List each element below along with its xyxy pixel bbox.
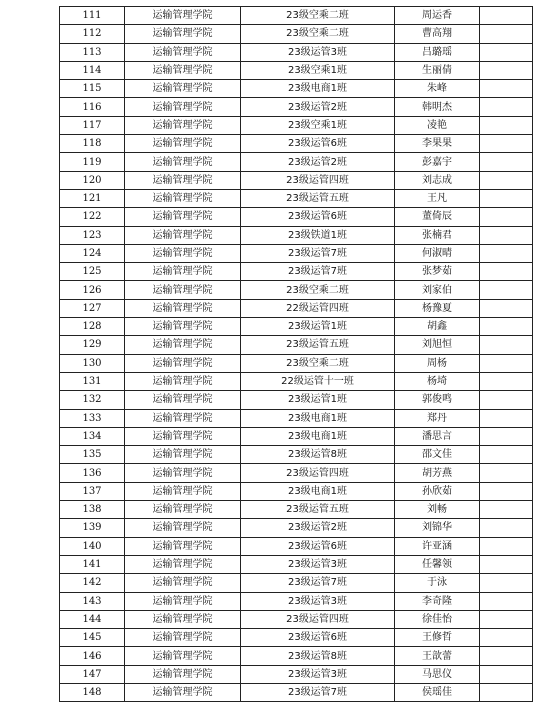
- college-cell: 运输管理学院: [125, 610, 241, 628]
- class-cell: 23级运管五班: [241, 189, 395, 207]
- class-cell: 23级运管8班: [241, 446, 395, 464]
- college-cell: 运输管理学院: [125, 427, 241, 445]
- empty-cell: [480, 318, 533, 336]
- row-number-cell: 143: [60, 592, 125, 610]
- college-cell: 运输管理学院: [125, 226, 241, 244]
- student-name-cell: 吕璐瑶: [395, 43, 480, 61]
- row-number-cell: 142: [60, 574, 125, 592]
- row-number-cell: 141: [60, 555, 125, 573]
- roster-table-body: [60, 7, 533, 702]
- college-cell: 运输管理学院: [125, 372, 241, 390]
- row-number-cell: 120: [60, 171, 125, 189]
- class-cell: 23级空乘二班: [241, 354, 395, 372]
- college-cell: 运输管理学院: [125, 98, 241, 116]
- student-name-cell: 生丽倩: [395, 61, 480, 79]
- table-row: [60, 537, 533, 555]
- table-row: [60, 318, 533, 336]
- table-row: [60, 482, 533, 500]
- row-number-cell: 130: [60, 354, 125, 372]
- empty-cell: [480, 171, 533, 189]
- student-name-cell: 刘家伯: [395, 281, 480, 299]
- college-cell: 运输管理学院: [125, 519, 241, 537]
- row-number-cell: 129: [60, 336, 125, 354]
- student-name-cell: 周运香: [395, 7, 480, 25]
- empty-cell: [480, 519, 533, 537]
- table-row: [60, 446, 533, 464]
- empty-cell: [480, 555, 533, 573]
- student-name-cell: 孙欣茹: [395, 482, 480, 500]
- empty-cell: [480, 336, 533, 354]
- student-name-cell: 任馨领: [395, 555, 480, 573]
- class-cell: 23级运管6班: [241, 629, 395, 647]
- table-row: [60, 171, 533, 189]
- class-cell: 23级运管五班: [241, 336, 395, 354]
- row-number-cell: 125: [60, 263, 125, 281]
- table-row: [60, 574, 533, 592]
- row-number-cell: 117: [60, 116, 125, 134]
- college-cell: 运输管理学院: [125, 25, 241, 43]
- college-cell: 运输管理学院: [125, 189, 241, 207]
- table-row: [60, 683, 533, 701]
- row-number-cell: 115: [60, 80, 125, 98]
- empty-cell: [480, 409, 533, 427]
- table-row: [60, 372, 533, 390]
- college-cell: 运输管理学院: [125, 244, 241, 262]
- college-cell: 运输管理学院: [125, 171, 241, 189]
- row-number-cell: 139: [60, 519, 125, 537]
- table-row: [60, 263, 533, 281]
- college-cell: 运输管理学院: [125, 61, 241, 79]
- table-row: [60, 610, 533, 628]
- college-cell: 运输管理学院: [125, 501, 241, 519]
- row-number-cell: 132: [60, 391, 125, 409]
- row-number-cell: 137: [60, 482, 125, 500]
- row-number-cell: 145: [60, 629, 125, 647]
- student-name-cell: 马思仪: [395, 665, 480, 683]
- row-number-cell: 124: [60, 244, 125, 262]
- table-row: [60, 25, 533, 43]
- empty-cell: [480, 501, 533, 519]
- student-name-cell: 曹高翔: [395, 25, 480, 43]
- class-cell: 23级运管7班: [241, 683, 395, 701]
- college-cell: 运输管理学院: [125, 537, 241, 555]
- empty-cell: [480, 574, 533, 592]
- class-cell: 23级电商1班: [241, 482, 395, 500]
- college-cell: 运输管理学院: [125, 409, 241, 427]
- table-row: [60, 61, 533, 79]
- class-cell: 23级运管五班: [241, 501, 395, 519]
- student-name-cell: 董倚辰: [395, 208, 480, 226]
- empty-cell: [480, 391, 533, 409]
- empty-cell: [480, 80, 533, 98]
- row-number-cell: 134: [60, 427, 125, 445]
- student-name-cell: 王修哲: [395, 629, 480, 647]
- table-row: [60, 98, 533, 116]
- table-row: [60, 244, 533, 262]
- class-cell: 23级运管6班: [241, 537, 395, 555]
- student-name-cell: 韩明杰: [395, 98, 480, 116]
- table-row: [60, 226, 533, 244]
- college-cell: 运输管理学院: [125, 482, 241, 500]
- row-number-cell: 133: [60, 409, 125, 427]
- class-cell: 23级运管3班: [241, 592, 395, 610]
- row-number-cell: 131: [60, 372, 125, 390]
- class-cell: 23级运管四班: [241, 171, 395, 189]
- class-cell: 23级运管6班: [241, 135, 395, 153]
- student-name-cell: 于泳: [395, 574, 480, 592]
- row-number-cell: 135: [60, 446, 125, 464]
- row-number-cell: 126: [60, 281, 125, 299]
- student-name-cell: 王歆蕾: [395, 647, 480, 665]
- empty-cell: [480, 61, 533, 79]
- student-name-cell: 邵文佳: [395, 446, 480, 464]
- college-cell: 运输管理学院: [125, 574, 241, 592]
- college-cell: 运输管理学院: [125, 629, 241, 647]
- empty-cell: [480, 7, 533, 25]
- student-name-cell: 侯瑶佳: [395, 683, 480, 701]
- table-row: [60, 592, 533, 610]
- row-number-cell: 144: [60, 610, 125, 628]
- table-row: [60, 116, 533, 134]
- empty-cell: [480, 43, 533, 61]
- row-number-cell: 116: [60, 98, 125, 116]
- row-number-cell: 123: [60, 226, 125, 244]
- class-cell: 23级空乘1班: [241, 61, 395, 79]
- table-row: [60, 647, 533, 665]
- table-row: [60, 391, 533, 409]
- empty-cell: [480, 354, 533, 372]
- student-name-cell: 杨豫夏: [395, 299, 480, 317]
- student-name-cell: 刘志成: [395, 171, 480, 189]
- empty-cell: [480, 281, 533, 299]
- row-number-cell: 146: [60, 647, 125, 665]
- row-number-cell: 147: [60, 665, 125, 683]
- student-name-cell: 李奇隆: [395, 592, 480, 610]
- empty-cell: [480, 189, 533, 207]
- class-cell: 23级电商1班: [241, 409, 395, 427]
- row-number-cell: 111: [60, 7, 125, 25]
- student-name-cell: 刘锦华: [395, 519, 480, 537]
- table-row: [60, 629, 533, 647]
- table-row: [60, 208, 533, 226]
- college-cell: 运输管理学院: [125, 7, 241, 25]
- row-number-cell: 121: [60, 189, 125, 207]
- empty-cell: [480, 427, 533, 445]
- row-number-cell: 113: [60, 43, 125, 61]
- table-row: [60, 354, 533, 372]
- row-number-cell: 136: [60, 464, 125, 482]
- student-name-cell: 李果果: [395, 135, 480, 153]
- college-cell: 运输管理学院: [125, 208, 241, 226]
- student-name-cell: 彭嘉宇: [395, 153, 480, 171]
- college-cell: 运输管理学院: [125, 299, 241, 317]
- class-cell: 23级运管3班: [241, 43, 395, 61]
- empty-cell: [480, 482, 533, 500]
- college-cell: 运输管理学院: [125, 354, 241, 372]
- class-cell: 23级运管3班: [241, 665, 395, 683]
- table-row: [60, 336, 533, 354]
- class-cell: 23级运管2班: [241, 519, 395, 537]
- table-row: [60, 189, 533, 207]
- row-number-cell: 138: [60, 501, 125, 519]
- class-cell: 23级电商1班: [241, 80, 395, 98]
- class-cell: 23级铁道1班: [241, 226, 395, 244]
- college-cell: 运输管理学院: [125, 281, 241, 299]
- table-row: [60, 299, 533, 317]
- college-cell: 运输管理学院: [125, 555, 241, 573]
- college-cell: 运输管理学院: [125, 116, 241, 134]
- empty-cell: [480, 25, 533, 43]
- student-name-cell: 朱峰: [395, 80, 480, 98]
- college-cell: 运输管理学院: [125, 391, 241, 409]
- table-row: [60, 501, 533, 519]
- row-number-cell: 127: [60, 299, 125, 317]
- row-number-cell: 122: [60, 208, 125, 226]
- table-row: [60, 43, 533, 61]
- table-row: [60, 427, 533, 445]
- class-cell: 23级运管2班: [241, 153, 395, 171]
- college-cell: 运输管理学院: [125, 263, 241, 281]
- row-number-cell: 128: [60, 318, 125, 336]
- class-cell: 22级运管四班: [241, 299, 395, 317]
- student-name-cell: 胡鑫: [395, 318, 480, 336]
- class-cell: 23级运管2班: [241, 98, 395, 116]
- table-row: [60, 665, 533, 683]
- empty-cell: [480, 116, 533, 134]
- college-cell: 运输管理学院: [125, 80, 241, 98]
- empty-cell: [480, 226, 533, 244]
- empty-cell: [480, 98, 533, 116]
- table-row: [60, 281, 533, 299]
- empty-cell: [480, 464, 533, 482]
- student-name-cell: 郭俊鸣: [395, 391, 480, 409]
- class-cell: 23级运管四班: [241, 610, 395, 628]
- empty-cell: [480, 610, 533, 628]
- empty-cell: [480, 446, 533, 464]
- empty-cell: [480, 263, 533, 281]
- student-name-cell: 凌艳: [395, 116, 480, 134]
- row-number-cell: 114: [60, 61, 125, 79]
- empty-cell: [480, 592, 533, 610]
- class-cell: 23级运管1班: [241, 391, 395, 409]
- class-cell: 23级电商1班: [241, 427, 395, 445]
- student-name-cell: 王凡: [395, 189, 480, 207]
- empty-cell: [480, 537, 533, 555]
- table-row: [60, 80, 533, 98]
- college-cell: 运输管理学院: [125, 336, 241, 354]
- student-name-cell: 何淑晴: [395, 244, 480, 262]
- class-cell: 23级运管7班: [241, 263, 395, 281]
- student-name-cell: 张梦茹: [395, 263, 480, 281]
- table-row: [60, 555, 533, 573]
- table-row: [60, 135, 533, 153]
- table-row: [60, 519, 533, 537]
- class-cell: 23级运管1班: [241, 318, 395, 336]
- class-cell: 23级空乘1班: [241, 116, 395, 134]
- empty-cell: [480, 299, 533, 317]
- class-cell: 23级空乘二班: [241, 7, 395, 25]
- class-cell: 23级运管6班: [241, 208, 395, 226]
- college-cell: 运输管理学院: [125, 446, 241, 464]
- empty-cell: [480, 683, 533, 701]
- college-cell: 运输管理学院: [125, 683, 241, 701]
- class-cell: 23级运管四班: [241, 464, 395, 482]
- row-number-cell: 119: [60, 153, 125, 171]
- student-name-cell: 刘畅: [395, 501, 480, 519]
- class-cell: 23级空乘二班: [241, 281, 395, 299]
- class-cell: 23级空乘二班: [241, 25, 395, 43]
- college-cell: 运输管理学院: [125, 464, 241, 482]
- row-number-cell: 148: [60, 683, 125, 701]
- student-name-cell: 张楠君: [395, 226, 480, 244]
- table-row: [60, 464, 533, 482]
- class-cell: 22级运管十一班: [241, 372, 395, 390]
- table-row: [60, 153, 533, 171]
- table-row: [60, 7, 533, 25]
- row-number-cell: 112: [60, 25, 125, 43]
- roster-table: [59, 6, 533, 702]
- empty-cell: [480, 244, 533, 262]
- student-name-cell: 刘旭恒: [395, 336, 480, 354]
- empty-cell: [480, 135, 533, 153]
- college-cell: 运输管理学院: [125, 135, 241, 153]
- empty-cell: [480, 153, 533, 171]
- class-cell: 23级运管7班: [241, 574, 395, 592]
- class-cell: 23级运管7班: [241, 244, 395, 262]
- row-number-cell: 118: [60, 135, 125, 153]
- student-name-cell: 郑丹: [395, 409, 480, 427]
- student-name-cell: 周杨: [395, 354, 480, 372]
- student-name-cell: 杨埼: [395, 372, 480, 390]
- empty-cell: [480, 372, 533, 390]
- empty-cell: [480, 208, 533, 226]
- row-number-cell: 140: [60, 537, 125, 555]
- student-name-cell: 胡芳燕: [395, 464, 480, 482]
- student-name-cell: 许亚涵: [395, 537, 480, 555]
- empty-cell: [480, 647, 533, 665]
- college-cell: 运输管理学院: [125, 592, 241, 610]
- class-cell: 23级运管3班: [241, 555, 395, 573]
- college-cell: 运输管理学院: [125, 318, 241, 336]
- empty-cell: [480, 665, 533, 683]
- student-name-cell: 徐佳怡: [395, 610, 480, 628]
- class-cell: 23级运管8班: [241, 647, 395, 665]
- student-name-cell: 潘思言: [395, 427, 480, 445]
- empty-cell: [480, 629, 533, 647]
- college-cell: 运输管理学院: [125, 665, 241, 683]
- college-cell: 运输管理学院: [125, 647, 241, 665]
- college-cell: 运输管理学院: [125, 43, 241, 61]
- college-cell: 运输管理学院: [125, 153, 241, 171]
- table-row: [60, 409, 533, 427]
